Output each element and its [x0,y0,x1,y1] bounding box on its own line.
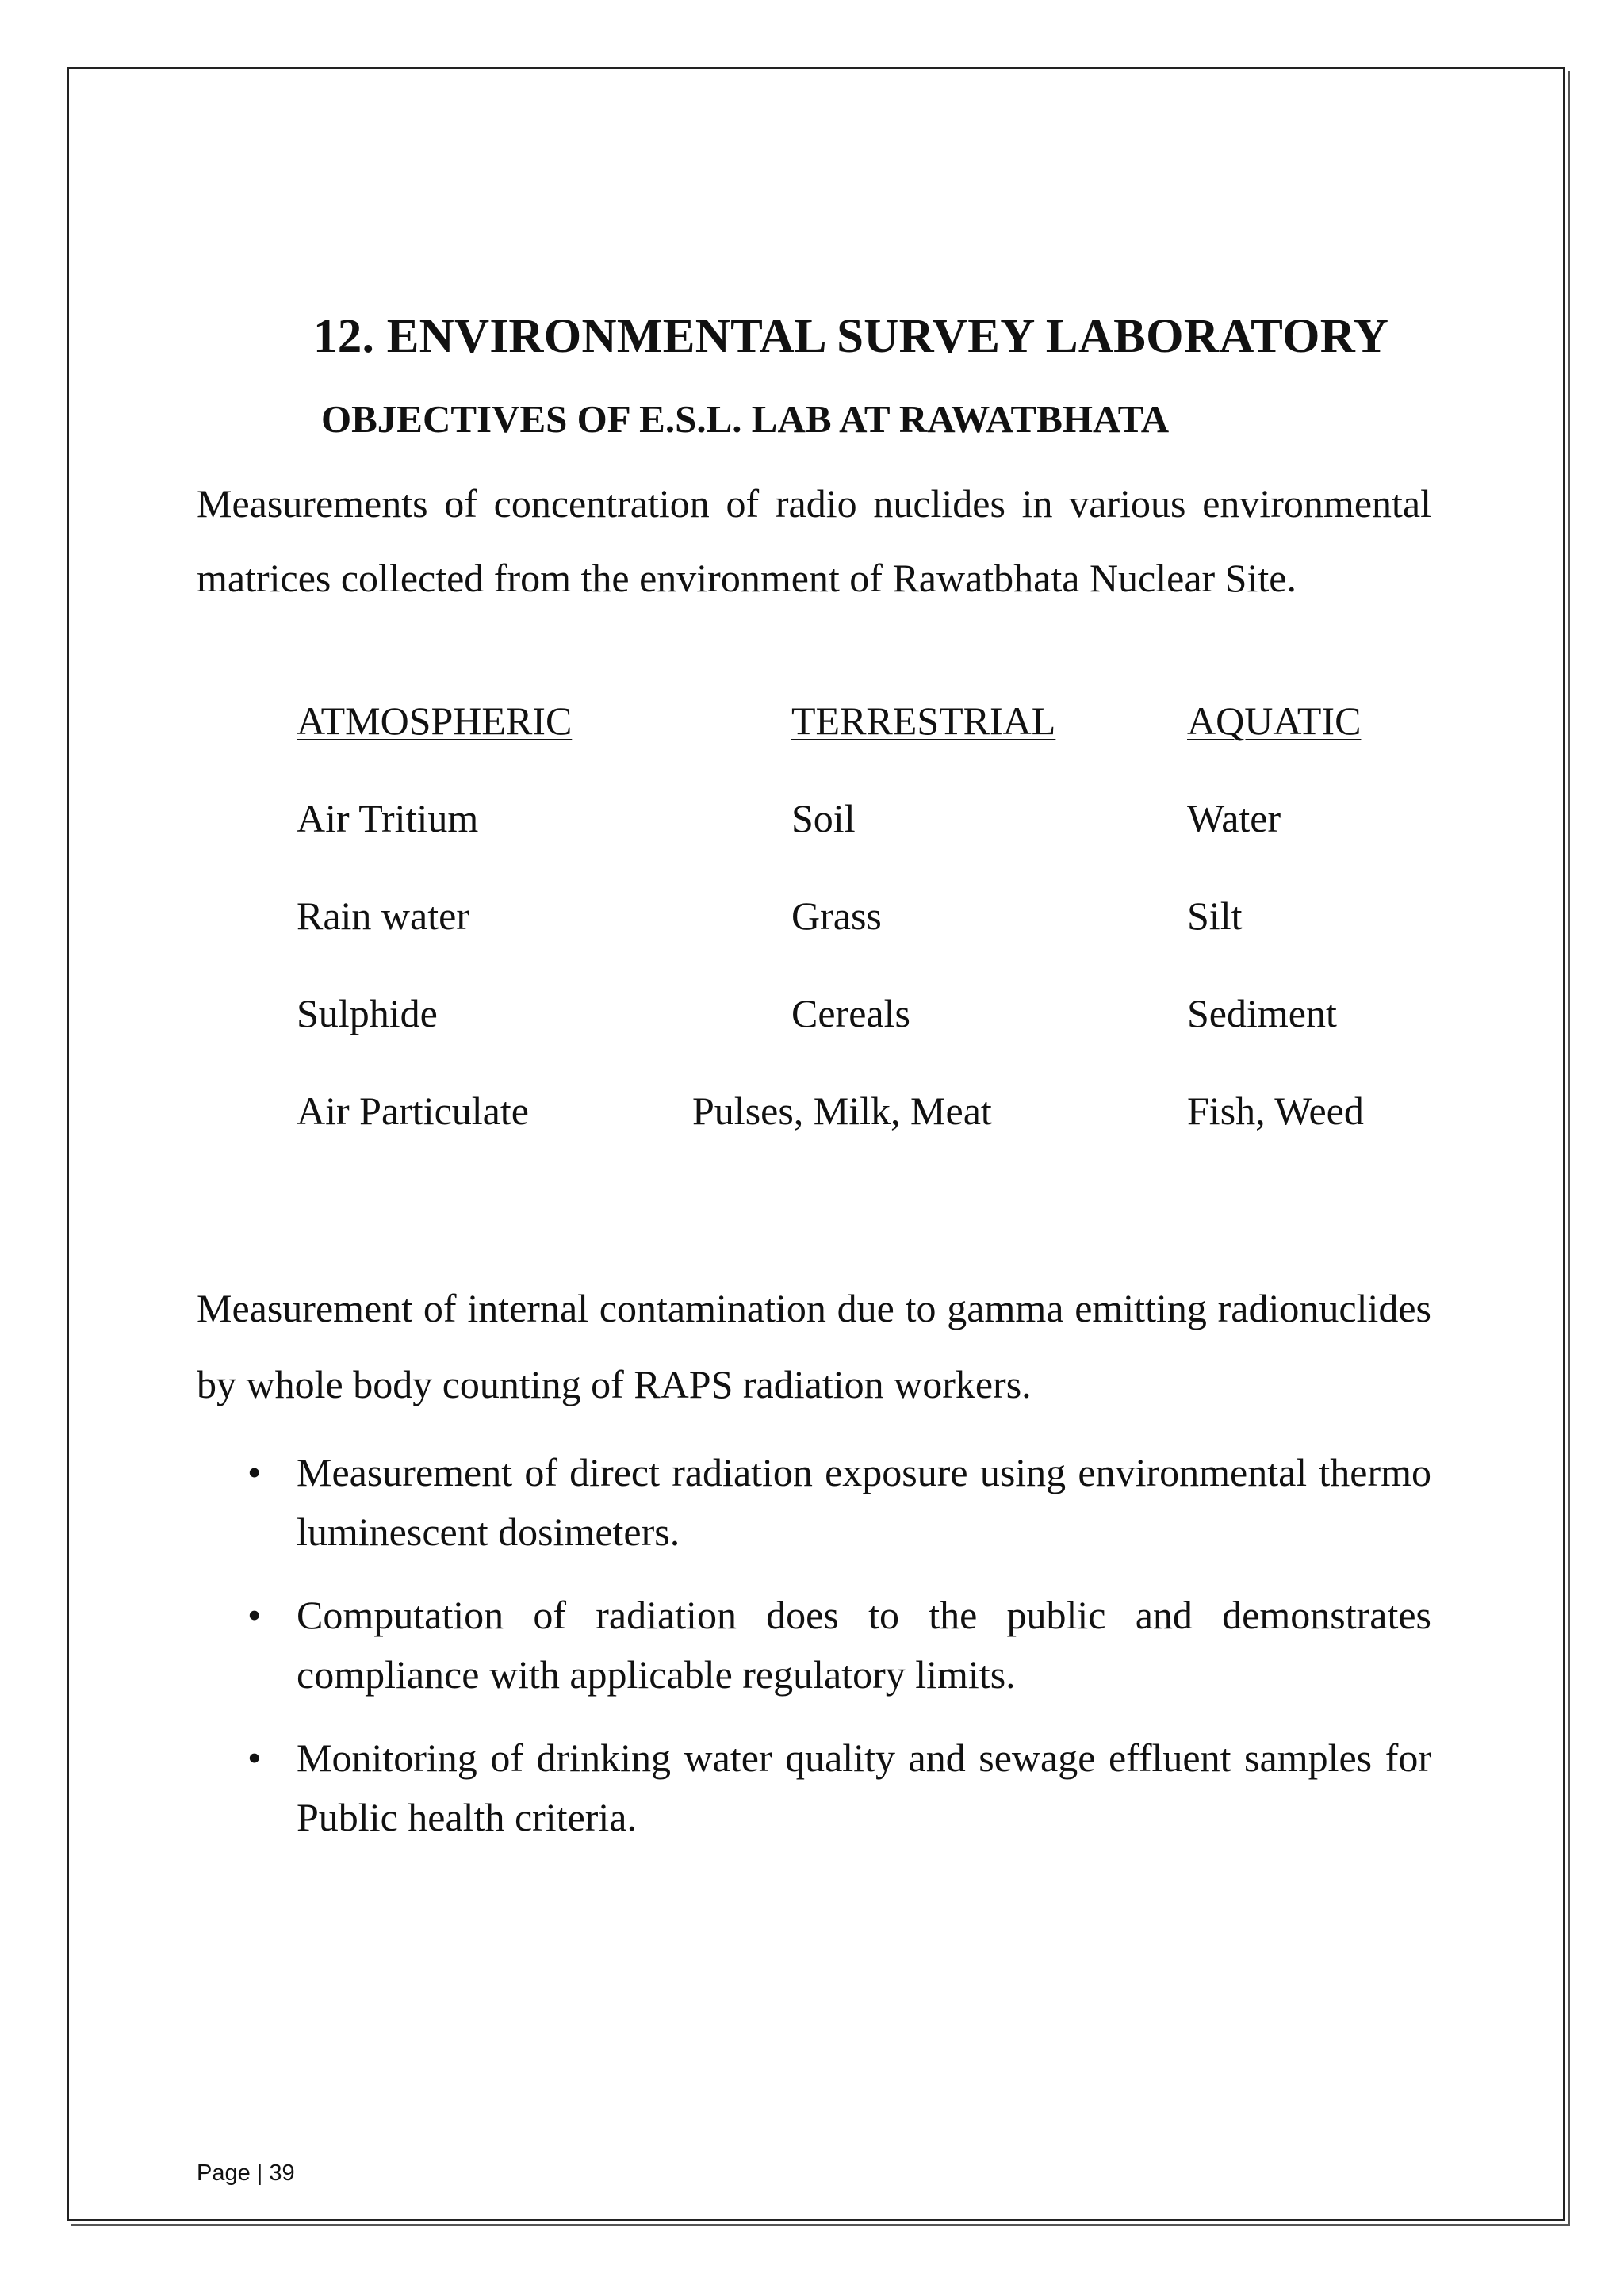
table-cell: Grass [791,894,882,938]
bullet-icon: • [247,1735,262,1780]
bullet-text: Computation of radiation does to the public and demonstrates compliance with applicable regulatory limits. [297,1593,1431,1697]
bullet-text: Measurement of direct radiation exposure using environmental thermo luminescent dosimeters. [297,1450,1431,1554]
list-item [197,1586,1431,1705]
table-cell: Soil [791,796,856,840]
table-cell: Cereals [791,991,910,1035]
table-cell: Air Tritium [297,796,479,840]
table-cell: Fish, Weed [1187,1089,1364,1133]
table-cell: Rain water [297,894,469,938]
table-cell: Air Particulate [297,1089,529,1133]
page-border [67,67,1565,2221]
page-title: 12. ENVIRONMENTAL SURVEY LABORATORY [313,310,1389,363]
table-cell: Pulses, Milk, Meat [692,1089,992,1133]
list-item [197,1728,1431,1847]
table-header-atmospheric: ATMOSPHERIC [297,698,573,743]
intro-paragraph: Measurements of concentration of radio nuclides in various environmental matrices collected from the environment of Rawatbhata Nuclear Site. [197,481,1431,600]
section-subtitle: OBJECTIVES OF E.S.L. LAB AT RAWATBHATA [321,397,1170,441]
table-cell: Silt [1187,894,1243,938]
table-header-aquatic: AQUATIC [1187,698,1362,743]
list-item [197,1443,1431,1562]
table-cell: Sulphide [297,991,438,1035]
page-number: Page | 39 [197,2160,295,2186]
internal-contamination-paragraph: Measurement of internal contamination due to gamma emitting radionuclides by whole body counting of RAPS radiation workers. [197,1286,1431,1406]
bullet-text: Monitoring of drinking water quality and sewage effluent samples for Public health criteria. [297,1735,1431,1839]
table-cell: Sediment [1187,991,1337,1035]
table-cell: Water [1187,796,1281,840]
table-header-terrestrial: TERRESTRIAL [791,698,1056,743]
objectives-bullet-list [197,1443,1431,1871]
bullet-icon: • [247,1450,262,1494]
bullet-icon: • [247,1593,262,1637]
